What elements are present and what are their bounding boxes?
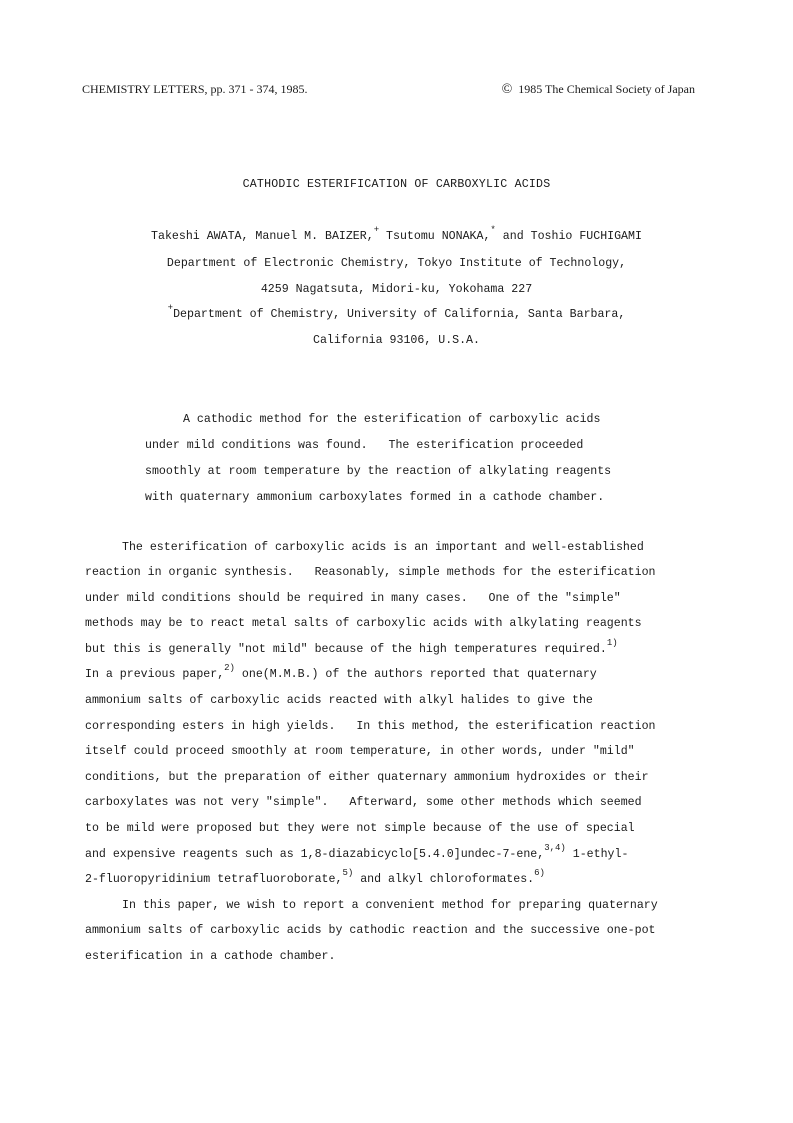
- body-line: [85, 868, 545, 886]
- body-line: In this paper, we wish to report a convenient method for preparing quaternary: [122, 899, 658, 912]
- body-text: and alkyl chloroformates.: [353, 873, 535, 886]
- body-line: under mild conditions should be required in many cases. One of the "simple": [85, 592, 621, 605]
- reference-superscript: 1): [606, 638, 618, 649]
- affiliation-line: California 93106, U.S.A.: [313, 334, 480, 347]
- reference-superscript: 5): [342, 868, 354, 879]
- body-text: and expensive reagents such as 1,8-diazabicyclo[5.4.0]undec-7-ene,: [85, 848, 545, 861]
- affiliation-line: Department of Electronic Chemistry, Tokyo Institute of Technology,: [166, 257, 627, 270]
- body-text: 1-ethyl-: [565, 848, 629, 861]
- body-line: ammonium salts of carboxylic acids reacted with alkyl halides to give the: [85, 694, 593, 707]
- paper-title: CATHODIC ESTERIFICATION OF CARBOXYLIC ACIDS: [242, 178, 551, 191]
- body-line: methods may be to react metal salts of carboxylic acids with alkylating reagents: [85, 617, 642, 630]
- author-list: [0, 225, 793, 243]
- body-text: but this is generally "not mild" because of the high temperatures required.: [85, 643, 607, 656]
- affiliation-text: Department of Chemistry, University of California, Santa Barbara,: [173, 308, 626, 321]
- body-line: [85, 843, 629, 861]
- author-names-2: Tsutomu NONAKA,: [379, 230, 491, 243]
- affiliation-mark-plus: +: [167, 303, 174, 314]
- abstract-line: A cathodic method for the esterification of carboxylic acids: [183, 413, 601, 426]
- reference-superscript: 3,4): [544, 843, 566, 854]
- body-line: esterification in a cathode chamber.: [85, 950, 336, 963]
- copyright-icon: ©: [501, 82, 513, 97]
- abstract-line: under mild conditions was found. The esterification proceeded: [145, 439, 584, 452]
- body-line: reaction in organic synthesis. Reasonably, simple methods for the esterification: [85, 566, 656, 579]
- affiliation-line: [0, 303, 793, 321]
- author-names-1: Takeshi AWATA, Manuel M. BAIZER,: [151, 230, 374, 243]
- affiliation-mark-plus: +: [373, 225, 380, 236]
- body-line: itself could proceed smoothly at room temperature, in other words, under "mild": [85, 745, 635, 758]
- body-text: one(M.M.B.) of the authors reported that quaternary: [234, 668, 597, 681]
- reference-superscript: 6): [534, 868, 545, 879]
- body-text: In a previous paper,: [85, 668, 225, 681]
- body-line: [85, 663, 597, 681]
- body-line: [85, 638, 618, 656]
- copyright-notice: [502, 82, 695, 98]
- journal-citation: CHEMISTRY LETTERS, pp. 371 - 374, 1985.: [82, 82, 308, 96]
- author-names-3: and Toshio FUCHIGAMI: [495, 230, 642, 243]
- body-line: corresponding esters in high yields. In this method, the esterification reaction: [85, 720, 656, 733]
- reference-superscript: 2): [224, 663, 235, 674]
- body-line: to be mild were proposed but they were not simple because of the use of special: [85, 822, 635, 835]
- corresponding-author-mark: *: [490, 225, 496, 236]
- body-text: 2-fluoropyridinium tetrafluoroborate,: [85, 873, 343, 886]
- body-line: carboxylates was not very "simple". Afterward, some other methods which seemed: [85, 796, 642, 809]
- body-line: conditions, but the preparation of either quaternary ammonium hydroxides or their: [85, 771, 649, 784]
- abstract-line: smoothly at room temperature by the reaction of alkylating reagents: [145, 465, 612, 478]
- abstract-line: with quaternary ammonium carboxylates formed in a cathode chamber.: [145, 491, 605, 504]
- affiliation-line: 4259 Nagatsuta, Midori-ku, Yokohama 227: [260, 283, 533, 296]
- copyright-text: 1985 The Chemical Society of Japan: [518, 82, 695, 96]
- body-line: The esterification of carboxylic acids is an important and well-established: [122, 541, 644, 554]
- body-line: ammonium salts of carboxylic acids by cathodic reaction and the successive one-pot: [85, 924, 656, 937]
